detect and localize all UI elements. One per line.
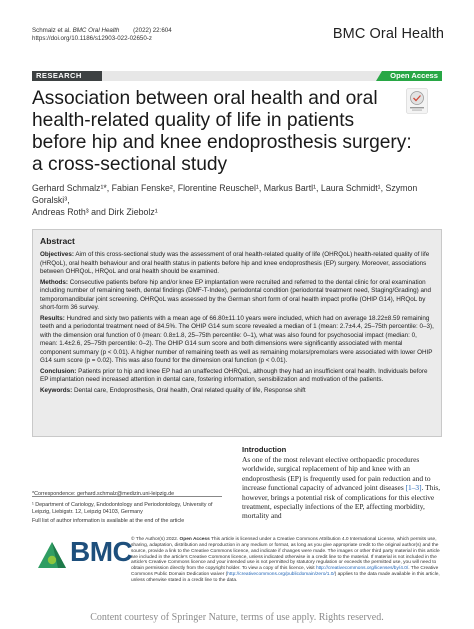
authors-line-2: Andreas Roth³ and Dirk Ziebolz¹	[32, 207, 158, 218]
introduction-text	[242, 455, 442, 521]
courtesy-footer: Content courtesy of Springer Nature, terms of use apply. Rights reserved.	[90, 612, 384, 623]
license-link-cc-by[interactable]: http://creativecommons.org/licenses/by/4.0/	[315, 566, 409, 572]
results-label: Results:	[40, 314, 65, 322]
citation-header	[32, 27, 172, 44]
intro-text-part-1: As one of the most relevant elective orthopaedic procedures worldwide, surgical replacement of hip and knee with an endoprosthesis (EP) is frequently used for pain reduction and to increase functional capacity of advanced joint diseases	[242, 455, 431, 493]
article-type-bar	[32, 71, 442, 81]
abstract-conclusion	[40, 368, 434, 385]
keywords-label: Keywords:	[40, 386, 73, 394]
citation-journal: BMC Oral Health	[72, 27, 120, 34]
abstract-objectives	[40, 251, 434, 277]
results-text: Hundred and sixty two patients with a mean age of 66.80±11.10 years were included, which had on average 18.22±8.59 remaining teeth and a periodontal treatment need of 84.5%. The OHIP G14 sum score revealed a median of 1 (mean: 2.7±4.4, 25–75th percentile: 0–3), with the dimension oral function of 0 (mean: 0.8±1.8, 25–75th percentile: 0–1), what was also found for psychosocial impact (median: 0, mean: 1.4±2.6, 25–75th percentile: 0–2). The OHIP G14 sum score and both dimensions were significantly associated with mental component summary (p < 0.01). A higher number of remaining teeth as well as remaining molars/premolars were associated with lower OHIP G14 sum score (p = 0.02). This was also found for the dimension oral function (p < 0.01).	[40, 314, 434, 364]
keywords-text: Dental care, Endoprosthesis, Oral health, Oral related quality of life, Response shift	[73, 386, 306, 394]
article-title: Association between oral health and oral health-related quality of life in patients before hip and knee endoprosthesis surgery: a cross-sectional study	[32, 88, 412, 175]
license-link-cc0[interactable]: http://creativecommons.org/publicdomain/zero/1.0/	[227, 572, 335, 578]
abstract-methods	[40, 279, 434, 313]
license-text	[131, 537, 443, 584]
abstract-heading: Abstract	[40, 236, 75, 246]
doi-link[interactable]: https://doi.org/10.1186/s12903-022-02650-z	[32, 35, 152, 43]
author-list	[32, 182, 440, 219]
author-info-note: Full list of author information is available at the end of the article	[32, 518, 185, 524]
authors-line-1: Gerhard Schmalz¹*, Fabian Fenske², Florentine Reuschel¹, Markus Bartl¹, Laura Schmidt¹, Szymon Goralski³,	[32, 183, 418, 206]
affiliation-footnote: ¹ Department of Cariology, Endodontology and Periodontology, University of Leipzig, Liebigstr. 12, Leipzig 04103, Germany	[32, 502, 213, 515]
correspondence-footnote: *Correspondence: gerhard.schmalz@medizin.uni-leipzig.de	[32, 491, 175, 497]
citation-ref-link[interactable]: [1–3]	[405, 483, 422, 493]
objectives-label: Objectives:	[40, 251, 74, 258]
methods-text: Consecutive patients before hip and/or knee EP implantation were recruited and referred to the dental clinic for oral examination including number of remaining teeth, dental findings (DMF-T-Index), periodontal condition (periodontal treatment need, Staging/Grading) and temporomandibular joint screening. OHRQoL was assessed by the German short form of oral health impact profile (OHIP G14), HRQoL by short-form 36 survey.	[40, 278, 431, 311]
license-copyright: © The Author(s) 2022.	[131, 537, 179, 542]
abstract-results	[40, 315, 434, 366]
methods-label: Methods:	[40, 278, 68, 286]
objectives-text: Aim of this cross-sectional study was the assessment of oral health-related quality of life (OHRQoL) health-related quality of life (HRQoL), oral health behaviour and oral health status in patients before hip and knee endoprosthesis (EP) surgery. Moreover, associations between OHRQoL, HRQoL and oral health should be examined.	[40, 251, 430, 275]
license-open-access: Open Access	[179, 537, 210, 542]
research-label: RESEARCH	[32, 71, 102, 81]
citation-authors: Schmalz et al.	[32, 27, 71, 34]
license-body-1: This article is licensed under a Creative Commons Attribution 4.0 International License, which permits use, sharing, adaptation, distribution and reproduction in any medium or format, as long as you give appropriate credit to the original author(s) and the source, provide a link to the Creative Commons licence, and indicate if changes were made. The images or other third party material in this article are included in the article’s Creative Commons licence, unless indicated otherwise in a credit line to the material. If material is not included in the article’s Creative Commons licence and your intended use is not permitted by statutory regulation or exceeds the permitted use, you will need to obtain permission directly from the copyright holder. To view a copy of this licence, visit	[131, 537, 440, 572]
intro-text-part-2: . This, however, brings a potential risk of complications for this elective treatment, especially infections of the EP, affecting morbidity, mortality and	[242, 483, 441, 521]
abstract-keywords	[40, 387, 434, 396]
check-for-updates-icon[interactable]	[406, 88, 428, 114]
introduction-heading: Introduction	[242, 445, 287, 454]
citation-year: (2022) 22:604	[133, 27, 172, 34]
license-body-2: . The Creative Commons Public Domain Dedication waiver (	[131, 566, 439, 578]
journal-name: BMC Oral Health	[332, 26, 444, 42]
abstract-box	[32, 229, 442, 437]
license-body-3: ) applies to the data made available in this article, unless otherwise stated in a credit line to the data.	[131, 572, 440, 583]
conclusion-text: Patients prior to hip and knee EP had an unaffected OHRQoL, although they had an insufficient oral health. Individuals before EP implantation need increased attention in dental care, fostering information, sensibilization and motivation of the patients.	[40, 367, 428, 383]
conclusion-label: Conclusion:	[40, 367, 77, 375]
bmc-logo-text: BMC	[70, 536, 133, 567]
open-access-label: Open Access	[382, 71, 442, 81]
footnote-divider	[32, 496, 222, 497]
